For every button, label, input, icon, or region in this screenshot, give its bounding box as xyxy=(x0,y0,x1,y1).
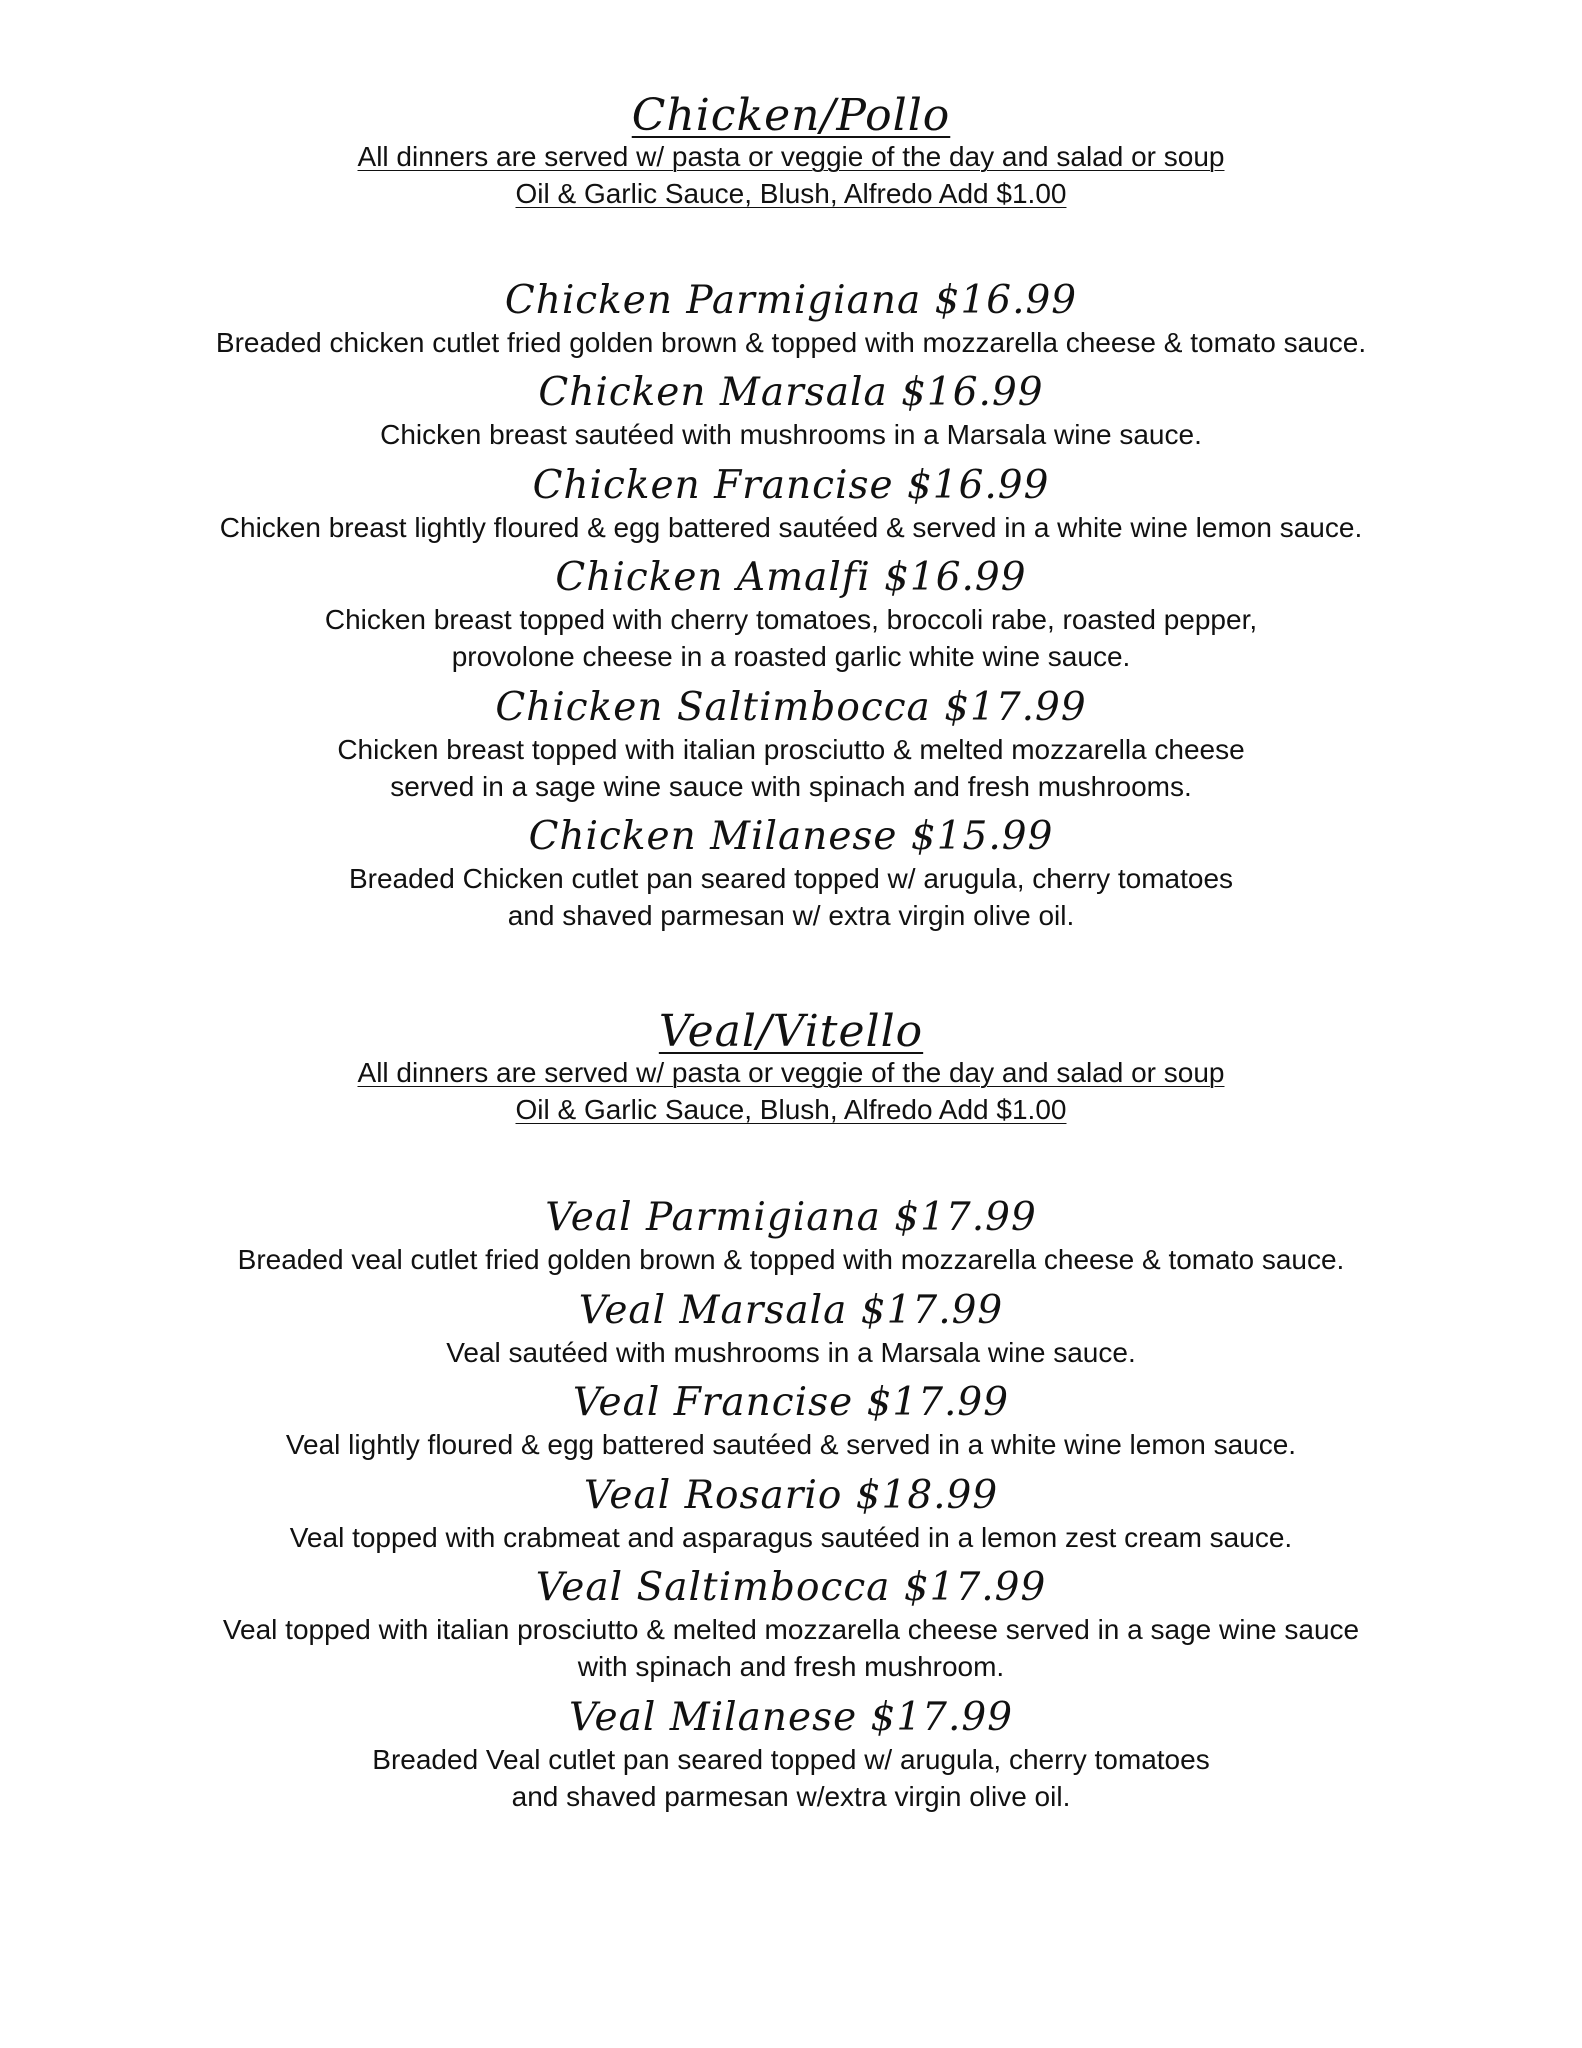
menu-item-description: Breaded Veal cutlet pan seared topped w/ arugula, cherry tomatoes xyxy=(372,1744,1210,1775)
menu-item-description: Chicken breast sautéed with mushrooms in a Marsala wine sauce. xyxy=(380,419,1202,450)
veal-sauce-note: Oil & Garlic Sauce, Blush, Alfredo Add $1.00 xyxy=(515,1094,1067,1125)
menu-item-description: Breaded chicken cutlet fried golden brown & topped with mozzarella cheese & tomato sauce. xyxy=(215,327,1367,358)
menu-item-name: Chicken Milanese $15.99 xyxy=(528,814,1054,859)
menu-item-name: Chicken Parmigiana $16.99 xyxy=(504,278,1078,323)
menu-item-description: Veal sautéed with mushrooms in a Marsala wine sauce. xyxy=(446,1337,1136,1368)
veal-serving-note: All dinners are served w/ pasta or veggie of the day and salad or soup xyxy=(357,1057,1225,1088)
menu-item-name: Veal Rosario $18.99 xyxy=(583,1473,999,1518)
menu-item-name: Veal Francise $17.99 xyxy=(572,1380,1010,1425)
menu-item-name: Veal Parmigiana $17.99 xyxy=(545,1195,1037,1240)
menu-item-description: Chicken breast lightly floured & egg battered sautéed & served in a white wine lemon sauce. xyxy=(219,512,1363,543)
menu-item-name: Veal Saltimbocca $17.99 xyxy=(535,1565,1047,1610)
chicken-serving-note: All dinners are served w/ pasta or veggie of the day and salad or soup xyxy=(357,141,1225,172)
menu-item-description: Breaded Chicken cutlet pan seared topped w/ arugula, cherry tomatoes xyxy=(348,863,1234,894)
menu-item-description: Veal topped with italian prosciutto & melted mozzarella cheese served in a sage wine sauce xyxy=(222,1614,1360,1645)
menu-item-description: and shaved parmesan w/ extra virgin olive oil. xyxy=(507,900,1075,931)
menu-item-description: served in a sage wine sauce with spinach and fresh mushrooms. xyxy=(390,771,1192,802)
menu-item-description: provolone cheese in a roasted garlic white wine sauce. xyxy=(451,641,1131,672)
chicken-section-title: Chicken/Pollo xyxy=(631,90,951,141)
chicken-sauce-note: Oil & Garlic Sauce, Blush, Alfredo Add $1.00 xyxy=(515,178,1067,209)
menu-item-name: Veal Marsala $17.99 xyxy=(578,1288,1004,1333)
menu-item-description: and shaved parmesan w/extra virgin olive oil. xyxy=(511,1781,1071,1812)
menu-item-description: Chicken breast topped with cherry tomatoes, broccoli rabe, roasted pepper, xyxy=(324,604,1258,635)
menu-item-name: Chicken Amalfi $16.99 xyxy=(555,555,1027,600)
menu-item-name: Chicken Marsala $16.99 xyxy=(538,370,1044,415)
menu-item-description: with spinach and fresh mushroom. xyxy=(577,1651,1005,1682)
menu-item-name: Chicken Saltimbocca $17.99 xyxy=(495,685,1087,730)
menu-item-name: Veal Milanese $17.99 xyxy=(568,1695,1014,1740)
menu-item-name: Chicken Francise $16.99 xyxy=(532,463,1050,508)
menu-item-description: Breaded veal cutlet fried golden brown & topped with mozzarella cheese & tomato sauce. xyxy=(237,1244,1345,1275)
veal-section-title: Veal/Vitello xyxy=(658,1006,924,1057)
menu-item-description: Chicken breast topped with italian prosciutto & melted mozzarella cheese xyxy=(337,734,1245,765)
menu-item-description: Veal topped with crabmeat and asparagus sautéed in a lemon zest cream sauce. xyxy=(289,1522,1293,1553)
menu-item-description: Veal lightly floured & egg battered sautéed & served in a white wine lemon sauce. xyxy=(285,1429,1297,1460)
